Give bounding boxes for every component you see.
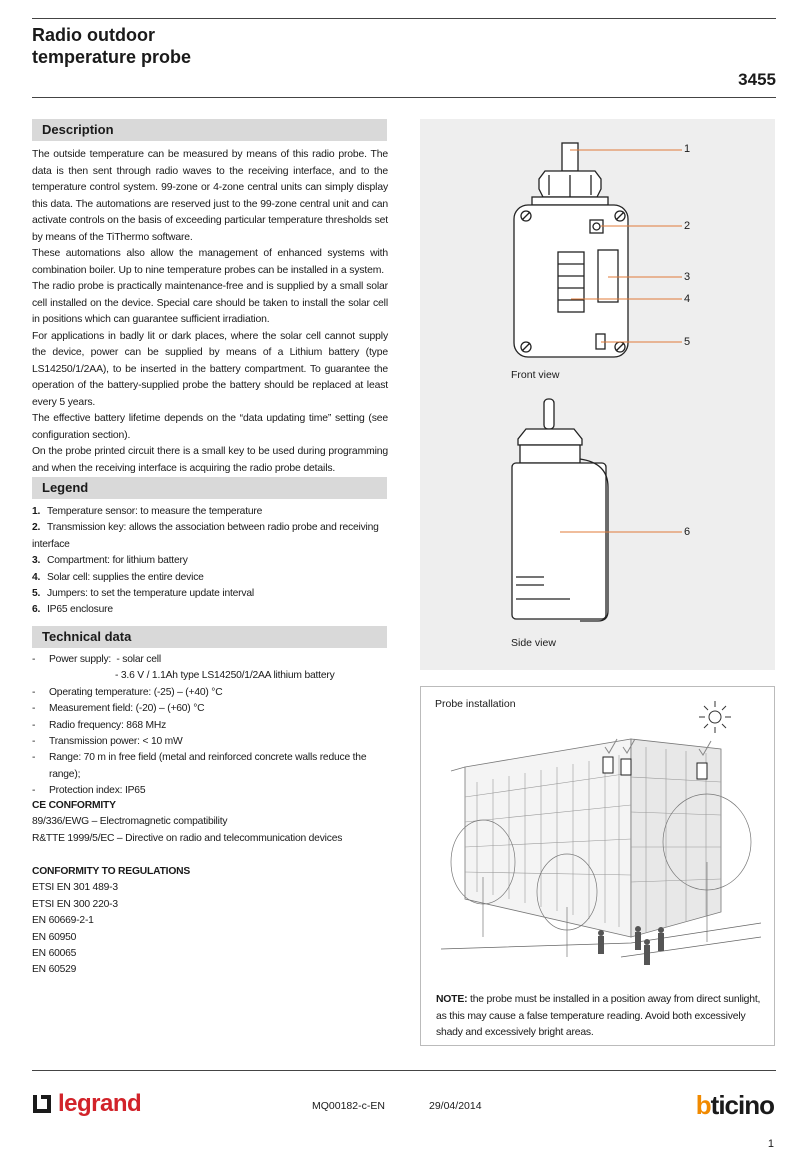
description-paragraph: The radio probe is practically maintenance-free and is supplied by a small solar cell installed on the device. Special care should be taken to install the solar cell in positions which can guarantee sufficient irradiation. [32, 281, 388, 325]
callout-4: 4 [684, 293, 691, 305]
legend-item [32, 553, 392, 569]
document-date: 29/04/2014 [429, 1100, 482, 1112]
installation-illustration [421, 687, 774, 987]
legend-num: 2. [32, 522, 41, 534]
bticino-rest: ticino [710, 1090, 774, 1120]
tech-value: Radio frequency: 868 MHz [49, 719, 167, 731]
legend-heading: Legend [32, 477, 387, 499]
legend-num: 6. [32, 604, 41, 616]
tech-item: - Operating temperature: (-25) – (+40) °C [32, 685, 392, 701]
header-rule [32, 97, 776, 98]
legend-num: 1. [32, 506, 41, 517]
regulation-line: EN 60950 [32, 931, 77, 943]
side-sensor-stem [544, 399, 554, 429]
legend-text: IP65 enclosure [47, 604, 113, 616]
regulations [32, 864, 392, 979]
legend-num: 4. [32, 571, 41, 583]
ce-heading: CE CONFORMITY [32, 800, 116, 811]
legend-num: 5. [32, 588, 41, 600]
tech-item [32, 668, 392, 684]
tech-value: Protection index: IP65 [49, 785, 146, 797]
probe-drawing [420, 119, 775, 670]
title-line-2: temperature probe [32, 47, 192, 67]
side-view-drawing [512, 399, 608, 621]
tech-item: - Measurement field: (-20) – (+60) °C [32, 701, 392, 717]
legend-text: Solar cell: supplies the entire device [47, 571, 204, 583]
regulation-line: EN 60529 [32, 964, 77, 976]
legrand-wordmark: legrand [58, 1090, 142, 1117]
description-paragraph: The effective battery lifetime depends on the “data updating time” setting (see configuration section). [32, 413, 388, 441]
ce-conformity [32, 798, 392, 847]
bticino-logo [696, 1090, 774, 1121]
ce-line: 89/336/EWG – Electromagnetic compatibility [32, 816, 228, 828]
bticino-b: b [695, 1090, 711, 1120]
regulations-heading: CONFORMITY TO REGULATIONS [32, 866, 191, 877]
legend-item [32, 520, 392, 553]
sun-icon [699, 701, 731, 733]
legrand-mark-icon [32, 1094, 52, 1114]
power-label: Power supply: [49, 654, 112, 665]
legrand-logo [32, 1090, 141, 1118]
description-paragraph: For applications in badly lit or dark places, where the solar cell cannot supply the device, power can be supplied by means of a Lithium battery (type LS14250/1/2AA), to be inserted in the battery compartment. To guarantee the operation of the battery-supplied probe the battery should be replaced at least every 5 years. [32, 330, 388, 408]
solar-cell [558, 252, 584, 312]
regulation-line: ETSI EN 300 220-3 [32, 898, 118, 910]
side-view-label: Side view [511, 637, 556, 649]
legend-text: Compartment: for lithium battery [47, 555, 188, 567]
legend-text: Temperature sensor: to measure the temperature [47, 506, 263, 517]
top-rule [32, 18, 776, 19]
legend-item [32, 504, 392, 520]
title-line-1: Radio outdoor [32, 25, 155, 45]
product-code: 3455 [738, 70, 776, 89]
callout-3: 3 [684, 271, 691, 283]
tech-item: - Protection index: IP65 [32, 783, 392, 799]
legend-item [32, 570, 392, 586]
description-paragraph: These automations also allow the management of enhanced systems with combination boiler. Up to nine temperature probes can be installed in a system. [32, 248, 388, 276]
tech-item: - Power supply: - solar cell [32, 652, 392, 668]
callout-1: 1 [684, 143, 691, 155]
building [451, 739, 721, 937]
technical-heading: Technical data [32, 626, 387, 648]
regulation-line: ETSI EN 301 489-3 [32, 882, 118, 894]
document-code: MQ00182-c-EN [312, 1100, 385, 1112]
tech-value: Measurement field: (-20) – (+60) °C [49, 703, 205, 715]
front-view-label: Front view [511, 369, 560, 381]
callout-2: 2 [684, 220, 691, 232]
installation-note [436, 992, 762, 1042]
note-label: NOTE: [436, 994, 468, 1005]
page-number: 1 [767, 1138, 774, 1150]
description-heading: Description [32, 119, 387, 141]
footer-rule [32, 1070, 776, 1071]
tech-item: - Range: 70 m in free field (metal and reinforced concrete walls reduce the range); [32, 750, 392, 783]
page-title [32, 24, 191, 68]
description-body [32, 147, 388, 477]
battery-compartment [598, 250, 618, 302]
description-paragraph: The outside temperature can be measured by means of this radio probe. The data is then sent through radio waves to the receiving interface, and to the temperature control system. 99-zone or 4-zone central units can simply display this data. The automations are reserved just to the 99-zone central unit and can activate controls on the basis of exceeding particular temperature thresholds set by means of the TiThermo software. [32, 149, 388, 243]
side-nut [518, 429, 582, 445]
ce-line: R&TTE 1999/5/EC – Directive on radio and telecommunication devices [32, 832, 343, 844]
tech-item: - Transmission power: < 10 mW [32, 734, 392, 750]
note-text: the probe must be installed in a position away from direct sunlight, as this may cause a false temperature reading. Avoid both excessively shady and excessively bright areas. [436, 994, 761, 1038]
callout-6: 6 [684, 526, 691, 538]
description-paragraph: On the probe printed circuit there is a small key to be used during programming and when the receiving interface is acquiring the radio probe details. [32, 446, 388, 474]
tech-value: Operating temperature: (-25) – (+40) °C [49, 686, 223, 698]
legend-text: Jumpers: to set the temperature update interval [47, 588, 254, 600]
legend-list [32, 504, 392, 619]
legend-item [32, 586, 392, 602]
front-view-drawing [514, 143, 628, 357]
regulation-line: EN 60065 [32, 948, 77, 960]
technical-list [32, 652, 392, 800]
legend-num: 3. [32, 555, 41, 567]
tech-value: Transmission power: < 10 mW [49, 736, 183, 748]
power-option: - solar cell [116, 654, 161, 665]
installation-label: Probe installation [435, 698, 516, 710]
tech-item: - Radio frequency: 868 MHz [32, 718, 392, 734]
legend-text: Transmission key: allows the association between radio probe and receiving interface [32, 522, 379, 550]
power-option: - 3.6 V / 1.1Ah type LS14250/1/2AA lithium battery [115, 670, 335, 682]
callout-5: 5 [684, 336, 691, 348]
tech-value: Range: 70 m in free field (metal and reinforced concrete walls reduce the range); [49, 752, 367, 780]
regulation-line: EN 60669-2-1 [32, 915, 94, 927]
legend-item [32, 602, 392, 618]
side-enclosure [512, 463, 606, 619]
temperature-sensor-stem [562, 143, 578, 171]
